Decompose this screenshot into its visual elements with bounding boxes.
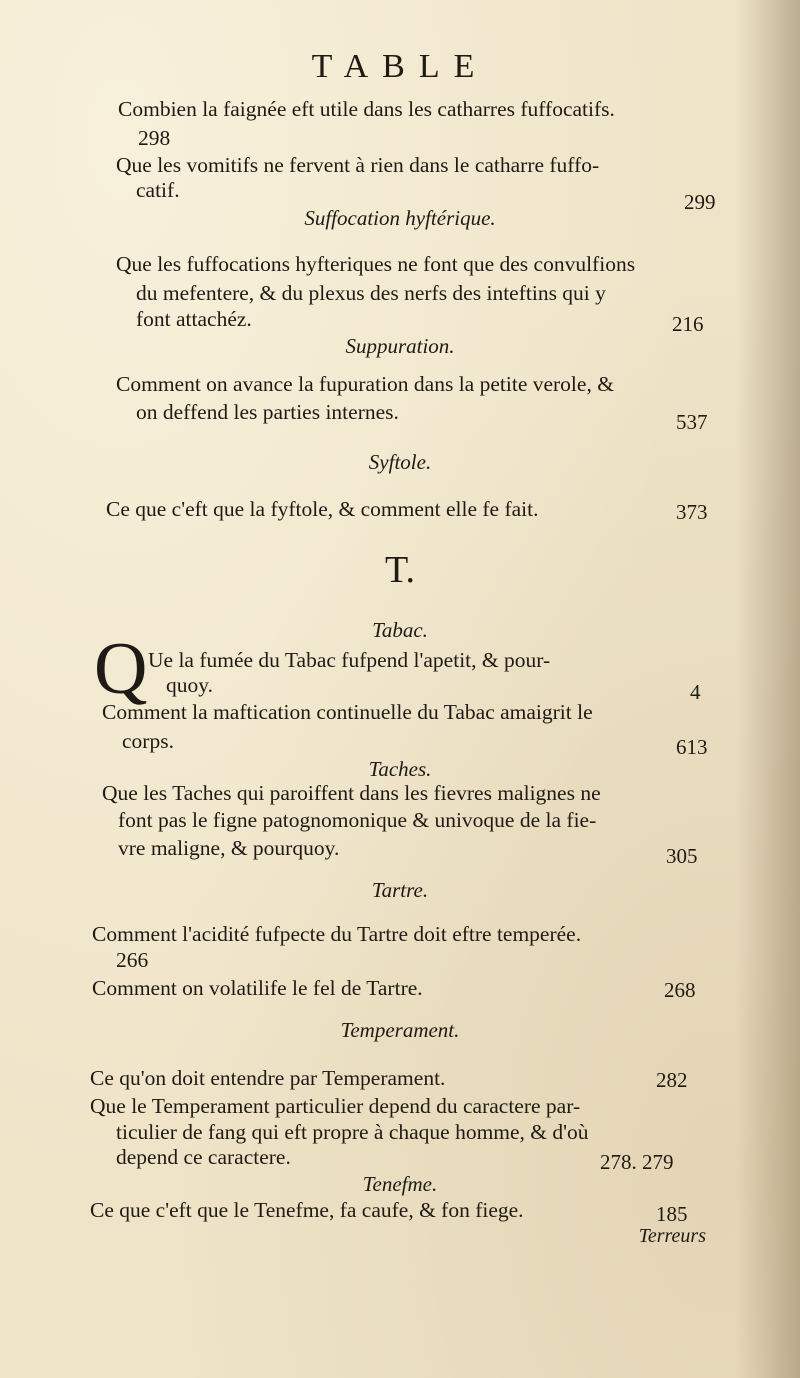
page-number: 299 [684, 190, 716, 214]
section-heading: Suffocation hyftérique. [304, 206, 496, 230]
section-heading: Syftole. [368, 450, 432, 474]
entry-line: on deffend les parties internes. [136, 400, 399, 424]
entry-line: Ue la fumée du Tabac fufpend l'apetit, & pour- [148, 648, 551, 672]
entry-line: Ce qu'on doit entendre par Temperament. [90, 1066, 446, 1090]
page-number: 613 [676, 735, 708, 759]
entry-line: depend ce caractere. [116, 1145, 291, 1169]
entry-line: Ce que c'eft que le Tenefme, fa caufe, & fon fiege. [90, 1198, 524, 1222]
entry-line: catif. [136, 178, 180, 202]
entry-line: quoy. [166, 673, 213, 697]
entry-line: Que les vomitifs ne fervent à rien dans le catharre fuffo- [116, 153, 600, 177]
entry-line: ticulier de fang qui eft propre à chaque homme, & d'où [116, 1120, 589, 1144]
page-number: 278. 279 [600, 1150, 674, 1174]
page-number: 266 [116, 948, 149, 972]
drop-cap: Q [94, 628, 148, 710]
alphabet-letter: T. [385, 549, 415, 591]
entry-line: Que les fuffocations hyfteriques ne font que des convulfions [116, 252, 636, 276]
entry-line: Que le Temperament particulier depend du caractere par- [90, 1094, 581, 1118]
page-number: 298 [138, 126, 171, 150]
entry-line: du mefentere, & du plexus des nerfs des inteftins qui y [136, 281, 606, 305]
entry-line: Comment on avance la fupuration dans la petite verole, & [116, 372, 614, 396]
entry-line: Que les Taches qui paroiffent dans les fievres malignes ne [102, 781, 601, 805]
page-number: 4 [690, 680, 701, 704]
entry-line: Combien la faignée eft utile dans les catharres fuffocatifs. [118, 97, 615, 121]
section-heading: Suppuration. [345, 334, 455, 358]
entry-line: corps. [122, 729, 174, 753]
section-heading: Tabac. [372, 618, 428, 642]
page-number: 268 [664, 978, 696, 1002]
page-number: 216 [672, 312, 704, 336]
section-heading: Tartre. [371, 878, 429, 902]
catchword: Terreurs [638, 1225, 706, 1247]
page-number: 185 [656, 1202, 688, 1226]
entry-line: Comment l'acidité fufpecte du Tartre doit eftre temperée. [92, 922, 582, 946]
running-head: TABLE [311, 48, 489, 85]
page-number: 373 [676, 500, 708, 524]
section-heading: Tenefme. [362, 1172, 438, 1196]
entry-line: font pas le figne patognomonique & univoque de la fie- [118, 808, 597, 832]
section-heading: Temperament. [340, 1018, 460, 1042]
entry-line: Comment la maftication continuelle du Tabac amaigrit le [102, 700, 593, 724]
page-number: 305 [666, 844, 698, 868]
section-heading: Taches. [368, 757, 432, 781]
entry-line: Comment on volatilife le fel de Tartre. [92, 976, 423, 1000]
entry-line: vre maligne, & pourquoy. [118, 836, 340, 860]
entry-line: font attachéz. [136, 307, 252, 331]
page-number: 282 [656, 1068, 688, 1092]
entry-line: Ce que c'eft que la fyftole, & comment elle fe fait. [106, 497, 539, 521]
page-number: 537 [676, 410, 708, 434]
